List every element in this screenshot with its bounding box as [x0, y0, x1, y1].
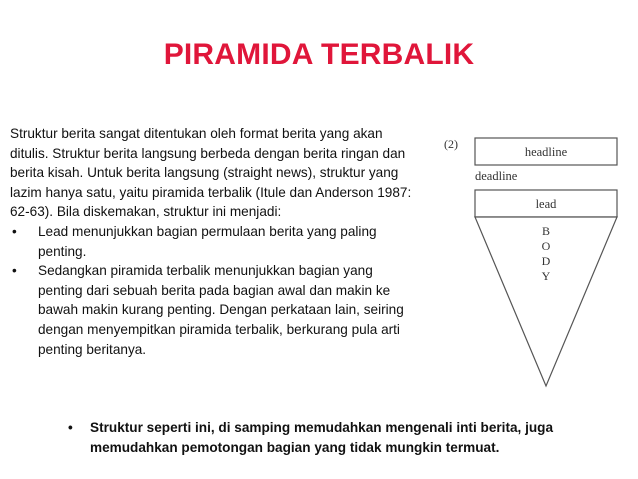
body-letter-b: B: [541, 224, 551, 238]
figure-number: (2): [444, 137, 458, 151]
body-letter-d: D: [541, 254, 551, 268]
bullet-list: [10, 222, 415, 359]
body-letter-o: O: [541, 239, 551, 253]
body-text: [10, 124, 415, 359]
slide-title: PIRAMIDA TERBALIK: [163, 38, 475, 71]
bullet-piramida: • Sedangkan piramida terbalik menunjukkan bagian yang penting dari sebuah berita pada bagian awal dan makin ke bawah makin kurang penting. Dengan perkataan lain, seiring dengan menyempitkan piramida terbalik, berkurang pula arti penting beritanya.: [10, 261, 415, 359]
intro-paragraph: Struktur berita sangat ditentukan oleh format berita yang akan ditulis. Struktur berita langsung berbeda dengan berita ringan dan berita kisah. Untuk berita langsung (straight news), struktur yang lazim hanya satu, yaitu piramida terbalik (Itule dan Anderson 1987: 62-63). Bila diskemakan, struktur ini menjadi:: [10, 126, 412, 220]
bottom-bullet: • Struktur seperti ini, di samping memudahkan mengenali inti berita, juga memudahkan pemotongan bagian yang tidak mungkin termuat.: [62, 418, 582, 457]
inverted-pyramid-diagram: [438, 130, 638, 390]
deadline-label: deadline: [475, 169, 518, 183]
bottom-bullet-list: [62, 418, 582, 457]
lead-label: lead: [535, 197, 557, 211]
headline-label: headline: [524, 145, 568, 159]
bullet-lead: • Lead menunjukkan bagian permulaan berita yang paling penting.: [10, 222, 415, 261]
body-letter-y: Y: [541, 269, 551, 283]
